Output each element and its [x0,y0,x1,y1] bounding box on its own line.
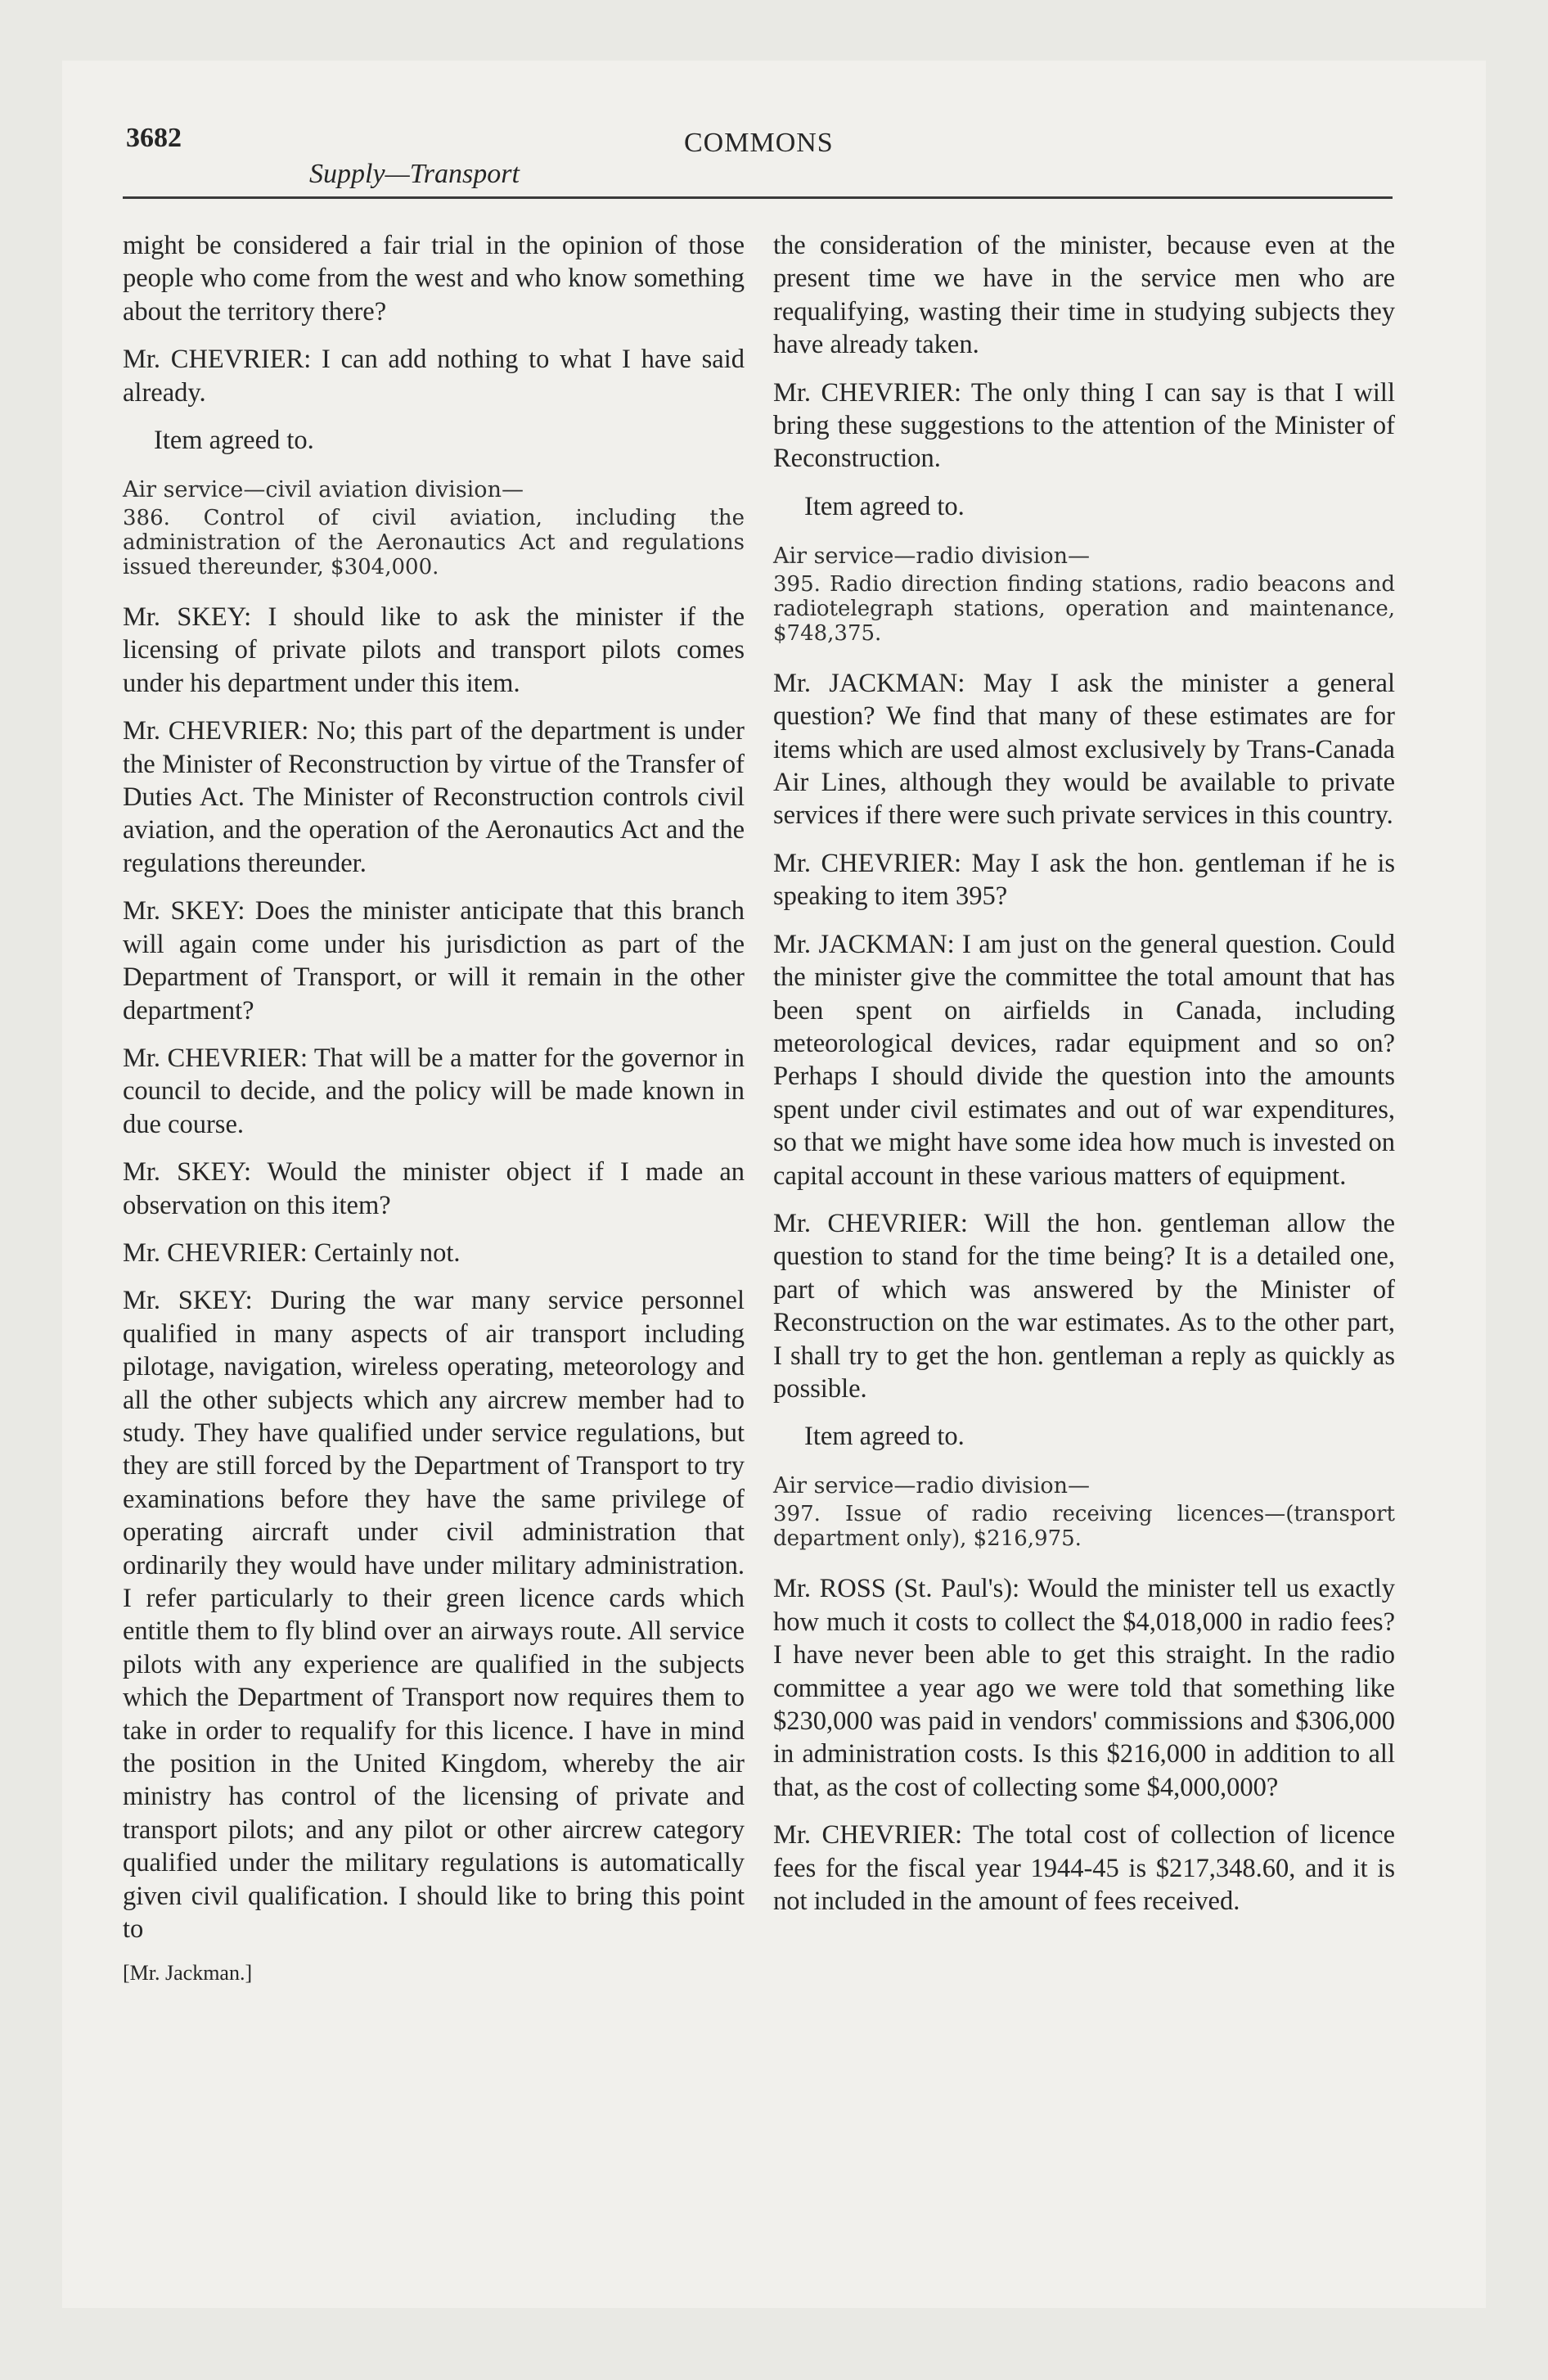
paragraph: Mr. CHEVRIER: Certainly not. [123,1237,461,1268]
estimate-item: 395. Radio direction finding stations, radio beacons and radiotelegraph stations, operation and maintenance, $748,375. [773,571,1395,646]
paragraph: Mr. JACKMAN: May I ask the minister a general question? We find that many of these estimates are for items which are used almost exclusively by Trans-Canada Air Lines, although they would be available to private services if there were such private services in this country. [773,668,1395,831]
paragraph: Mr. CHEVRIER: I can add nothing to what I have said already. [123,345,745,408]
paragraph: Mr. ROSS (St. Paul's): Would the minister tell us exactly how much it costs to collect the $4,018,000 in radio fees? I have never been able to get this straight. In the radio committee a year ago we were told that something like $230,000 was paid in vendors' commissions and $306,000 in administration costs. Is this $216,000 in addition to all that, as the cost of collecting some $4,000,000? [773,1574,1395,1802]
section-heading: Air service—radio division— [773,543,1091,569]
paragraph: might be considered a fair trial in the opinion of those people who come from the west and who know something about the territory there? [123,231,745,327]
paragraph: Mr. CHEVRIER: May I ask the hon. gentleman if he is speaking to item 395? [773,848,1395,912]
paragraph: Mr. JACKMAN: I am just on the general question. Could the minister give the committee the total amount that has been spent on airfields in Canada, including meteorological devices, radar equipment and so on? Perhaps I should divide the question into the amounts spent under civil estimates and out of war expenditures, so that we might have some idea how much is invested on capital account in these various matters of equipment. [773,929,1395,1191]
paragraph: Mr. CHEVRIER: Will the hon. gentleman allow the question to stand for the time being? It is a detailed one, part of which was answered by the Minister of Reconstruction on the war estimates. As to the other part, I shall try to get the hon. gentleman a reply as quickly as possible. [773,1208,1395,1404]
section-heading: Air service—civil aviation division— [123,477,524,503]
header-rule [123,196,1393,199]
left-column [123,229,745,1986]
header-subtitle: Supply—Transport [309,159,520,189]
paragraph: Mr. SKEY: Does the minister anticipate that this branch will again come under his jurisdiction as part of the Department of Transport, or will it remain in the other department? [123,896,745,1025]
item-agreed: Item agreed to. [804,1422,965,1452]
paragraph: the consideration of the minister, because even at the present time we have in the service men who are requalifying, wasting their time in studying subjects they have already taken. [773,231,1395,360]
section-heading: Air service—radio division— [773,1473,1091,1499]
page-header [0,0,1548,213]
item-agreed: Item agreed to. [154,426,314,456]
estimate-item: 397. Issue of radio receiving licences—(transport department only), $216,975. [773,1502,1395,1552]
paragraph: Mr. SKEY: I should like to ask the minister if the licensing of private pilots and transport pilots comes under his department under this item. [123,602,745,698]
paragraph: Mr. CHEVRIER: The total cost of collection of licence fees for the fiscal year 1944-45 is $217,348.60, and it is not included in the amount of fees received. [773,1820,1395,1917]
paragraph: Mr. CHEVRIER: No; this part of the department is under the Minister of Reconstruction by virtue of the Transfer of Duties Act. The Minister of Reconstruction controls civil aviation, and the operation of the Aeronautics Act and the regulations thereunder. [123,716,745,878]
paragraph: Mr. SKEY: Would the minister object if I made an observation on this item? [123,1157,745,1220]
item-agreed: Item agreed to. [804,491,965,521]
right-column [773,229,1395,1932]
paragraph: Mr. SKEY: During the war many service personnel qualified in many aspects of air transport including pilotage, navigation, wireless operating, meteorology and all the other subjects which any aircrew member had to study. They have qualified under service regulations, but they are still forced by the Department of Transport to try examinations before they have the same privilege of operating aircraft under civil administration that ordinarily they would have under military administration. I refer particularly to their green licence cards which entitle them to fly blind over an airways route. All service pilots with any experience are qualified in the subjects which the Department of Transport now requires them to take in order to requalify for this licence. I have in mind the position in the United Kingdom, whereby the air ministry has control of the licensing of private and transport pilots; and any pilot or other aircrew category qualified under the military regulations is automatically given civil qualification. I should like to bring this point to [123,1286,745,1945]
paragraph: Mr. CHEVRIER: The only thing I can say is that I will bring these suggestions to the attention of the Minister of Reconstruction. [773,377,1395,474]
header-title: COMMONS [684,128,834,158]
estimate-item: 386. Control of civil aviation, including the administration of the Aeronautics Act and regulations issued thereunder, $304,000. [123,506,745,580]
page-number: 3682 [126,123,182,153]
paragraph: Mr. CHEVRIER: That will be a matter for the governor in council to decide, and the policy will be made known in due course. [123,1043,745,1139]
footnote: [Mr. Jackman.] [123,1961,253,1986]
